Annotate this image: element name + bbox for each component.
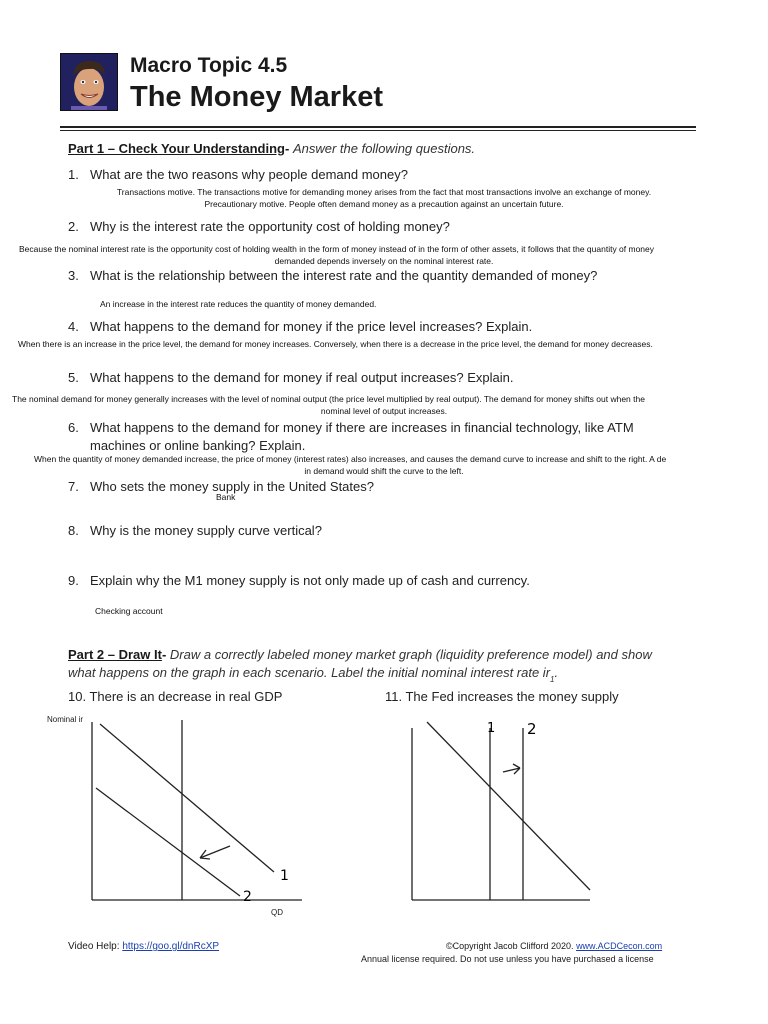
question-text: Why is the money supply curve vertical? <box>90 523 322 538</box>
page-title: The Money Market <box>130 81 383 113</box>
question-text: What happens to the demand for money if the price level increases? Explain. <box>90 319 533 334</box>
graph10-x-label: QD <box>271 908 283 917</box>
site-link[interactable]: www.ACDCecon.com <box>576 941 663 951</box>
question-6-line2: machines or online banking? Explain. <box>90 438 306 453</box>
question-number: 3. <box>68 268 79 283</box>
question-5 <box>68 370 513 385</box>
copyright-text: ©Copyright Jacob Clifford 2020. <box>446 941 574 951</box>
graph11-line2-label: 2 <box>527 720 537 738</box>
answer-6-line1: When the quantity of money demanded increase, the price of money (interest rates) also increases, and causes the demand curve to increase and shift to the right. A de <box>34 454 667 464</box>
question-number: 7. <box>68 479 79 494</box>
part1-heading <box>68 141 475 156</box>
license-notice: Annual license required. Do not use unless you have purchased a license <box>361 954 654 964</box>
question-9 <box>68 573 530 588</box>
question-10: 10. There is an decrease in real GDP <box>68 689 283 704</box>
graph10-money-market <box>40 700 360 915</box>
answer-2-line2: demanded depends inversely on the nominal interest rate. <box>274 256 494 266</box>
copyright <box>446 941 662 951</box>
question-text: Explain why the M1 money supply is not only made up of cash and currency. <box>90 573 530 588</box>
video-help <box>68 941 219 952</box>
graph11-money-market <box>395 710 605 910</box>
question-number: 4. <box>68 319 79 334</box>
part2-dash: - <box>161 647 167 662</box>
question-number: 8. <box>68 523 79 538</box>
question-1 <box>68 167 408 182</box>
answer-1-line2: Precautionary motive. People often demand money as a precaution against an uncertain future. <box>204 199 564 209</box>
question-4 <box>68 319 532 334</box>
graph11-shift-arrow-icon <box>503 764 520 774</box>
question-11: 11. The Fed increases the money supply <box>385 689 619 704</box>
header-rule <box>60 126 696 128</box>
part2-label: Part 2 – Draw It <box>68 647 162 662</box>
question-text: What are the two reasons why people demand money? <box>90 167 408 182</box>
graph10-y-label: Nominal ir <box>47 715 84 724</box>
answer-6-line2: in demand would shift the curve to the left. <box>304 466 464 476</box>
answer-9: Checking account <box>95 606 163 616</box>
part2-instruction-line2: what happens on the graph in each scenario. Label the initial nominal interest rate ir <box>68 665 551 680</box>
question-text: What happens to the demand for money if there are increases in financial technology, like ATM <box>90 420 634 435</box>
question-text: What happens to the demand for money if real output increases? Explain. <box>90 370 514 385</box>
answer-3: An increase in the interest rate reduces the quantity of money demanded. <box>100 299 377 309</box>
video-help-link[interactable]: https://goo.gl/dnRcXP <box>122 941 220 952</box>
part1-instruction: Answer the following questions. <box>292 141 476 156</box>
part2-instruction-end: . <box>554 665 559 680</box>
question-number: 6. <box>68 420 79 435</box>
question-text: Who sets the money supply in the United States? <box>90 479 374 494</box>
answer-5-line2: nominal level of output increases. <box>320 406 448 416</box>
question-number: 2. <box>68 219 79 234</box>
part1-label: Part 1 – Check Your Understanding <box>68 141 285 156</box>
part2-heading <box>68 647 652 662</box>
answer-4: When there is an increase in the price level, the demand for money increases. Conversely, when there is a decrease in the price level, the demand for money decreases. <box>18 339 653 349</box>
graph11-demand-curve <box>427 722 590 890</box>
part1-dash: - <box>284 141 290 156</box>
question-number: 9. <box>68 573 79 588</box>
question-3 <box>68 268 597 283</box>
answer-5-line1: The nominal demand for money generally increases with the level of nominal output (the price level multiplied by real output). The demand for money shifts out when the <box>12 394 645 404</box>
video-help-label: Video Help: <box>68 941 120 952</box>
question-6 <box>68 420 634 435</box>
question-number: 5. <box>68 370 79 385</box>
graph10-demand-curve-2 <box>96 788 240 896</box>
graph11-line1-label: 1 <box>487 721 496 736</box>
answer-1-line1: Transactions motive. The transactions motive for demanding money arises from the fact that most transactions involve an exchange of money. <box>116 187 652 197</box>
answer-7: Bank <box>216 492 236 502</box>
graph10-curve1-label: 1 <box>280 868 289 884</box>
graph10-demand-curve-1 <box>100 724 274 872</box>
answer-2-line1: Because the nominal interest rate is the opportunity cost of holding wealth in the form of money instead of in the form of other assets, it follows that the quantity of money <box>19 244 655 254</box>
question-number: 1. <box>68 167 79 182</box>
part2-instruction-subscript: 1 <box>550 675 555 684</box>
part2-instruction-line1: Draw a correctly labeled money market graph (liquidity preference model) and show <box>169 647 652 662</box>
graph10-curve2-label: 2 <box>243 889 252 905</box>
question-8 <box>68 523 322 538</box>
header-rule-thin <box>60 130 696 131</box>
question-text: What is the relationship between the interest rate and the quantity demanded of money? <box>90 268 598 283</box>
author-photo <box>60 53 118 111</box>
part2-instruction-line2-wrap <box>68 665 559 684</box>
graph10-shift-arrow-icon <box>200 846 230 859</box>
question-2 <box>68 219 450 234</box>
topic-number: Macro Topic 4.5 <box>130 54 288 77</box>
question-text: Why is the interest rate the opportunity cost of holding money? <box>90 219 450 234</box>
